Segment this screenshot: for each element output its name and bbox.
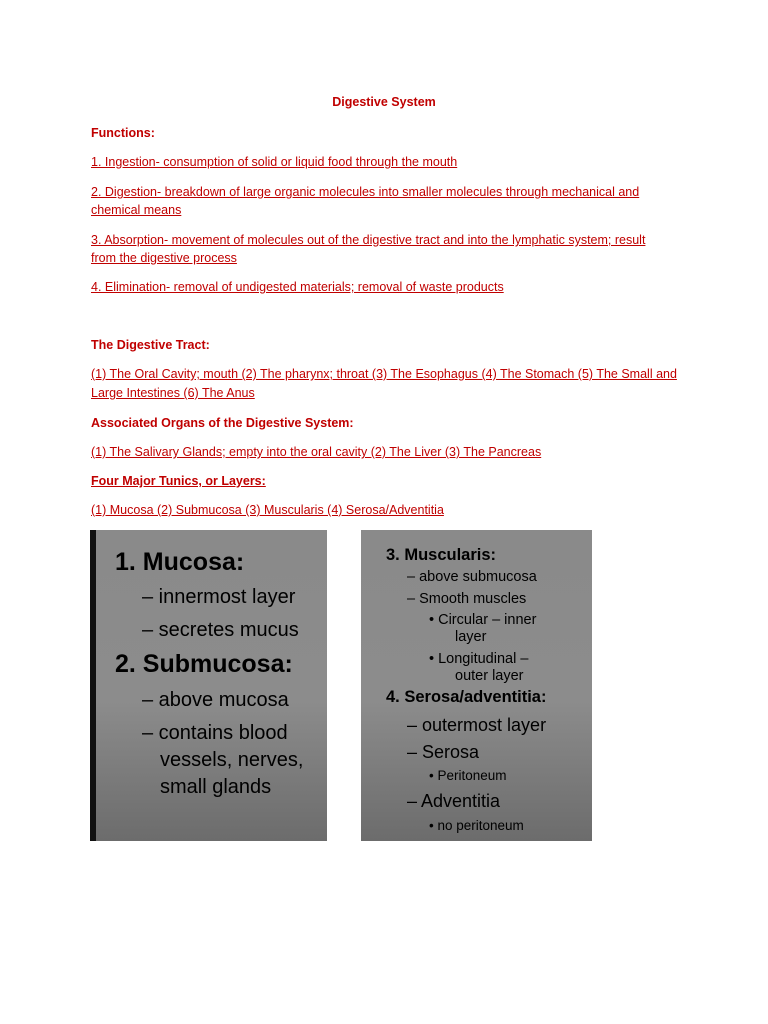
tunics-heading: Four Major Tunics, or Layers:	[91, 474, 266, 488]
slide-heading-muscularis: 3. Muscularis:	[386, 546, 497, 564]
tunics-list: (1) Mucosa (2) Submucosa (3) Muscularis (4) Serosa/Adventitia	[91, 503, 444, 517]
slide-item: – above mucosa	[142, 689, 289, 711]
tract-heading: The Digestive Tract:	[91, 338, 210, 352]
slide-heading-mucosa: 1. Mucosa:	[115, 548, 245, 576]
slide-item: – contains blood	[142, 722, 288, 744]
slide-mucosa-submucosa	[90, 530, 327, 841]
slide-heading-serosa: 4. Serosa/adventitia:	[386, 688, 547, 706]
function-item-3-cont: from the digestive process	[91, 251, 237, 265]
slide-muscularis-serosa	[361, 530, 592, 841]
functions-heading: Functions:	[91, 126, 155, 140]
organs-heading: Associated Organs of the Digestive System:	[91, 416, 354, 430]
slide-subitem: • no peritoneum	[429, 818, 524, 833]
function-item-4: 4. Elimination- removal of undigested materials; removal of waste products	[91, 280, 504, 294]
slide-subitem: • Circular – inner	[429, 612, 537, 628]
slide-subitem: • Peritoneum	[429, 768, 507, 783]
slide-item: – secretes mucus	[142, 619, 299, 641]
slide-item: – Adventitia	[407, 791, 501, 811]
slide-item: – Smooth muscles	[407, 591, 527, 607]
slide-item: vessels, nerves,	[160, 749, 304, 771]
slide-item: small glands	[160, 776, 272, 798]
function-item-3: 3. Absorption- movement of molecules out of the digestive tract and into the lymphatic system; result	[91, 233, 646, 247]
function-item-2-cont: chemical means	[91, 203, 182, 217]
function-item-2: 2. Digestion- breakdown of large organic molecules into smaller molecules through mechanical and	[91, 185, 640, 199]
tract-list: (1) The Oral Cavity; mouth (2) The pharynx; throat (3) The Esophagus (4) The Stomach (5) The Small and	[91, 367, 677, 381]
slide-subitem: • Longitudinal –	[429, 651, 529, 667]
function-item-1: 1. Ingestion- consumption of solid or liquid food through the mouth	[91, 155, 458, 169]
slide-item: – Serosa	[407, 742, 480, 762]
tract-list-cont: Large Intestines (6) The Anus	[91, 386, 255, 400]
slide-subitem-cont: outer layer	[455, 668, 524, 684]
slide-heading-submucosa: 2. Submucosa:	[115, 650, 293, 678]
slide-item: – above submucosa	[407, 569, 537, 585]
page-title: Digestive System	[332, 95, 436, 109]
slide-subitem-cont: layer	[455, 629, 487, 645]
slide-item: – outermost layer	[407, 715, 547, 735]
organs-list: (1) The Salivary Glands; empty into the oral cavity (2) The Liver (3) The Pancreas	[91, 445, 542, 459]
slide-item: – innermost layer	[142, 586, 296, 608]
